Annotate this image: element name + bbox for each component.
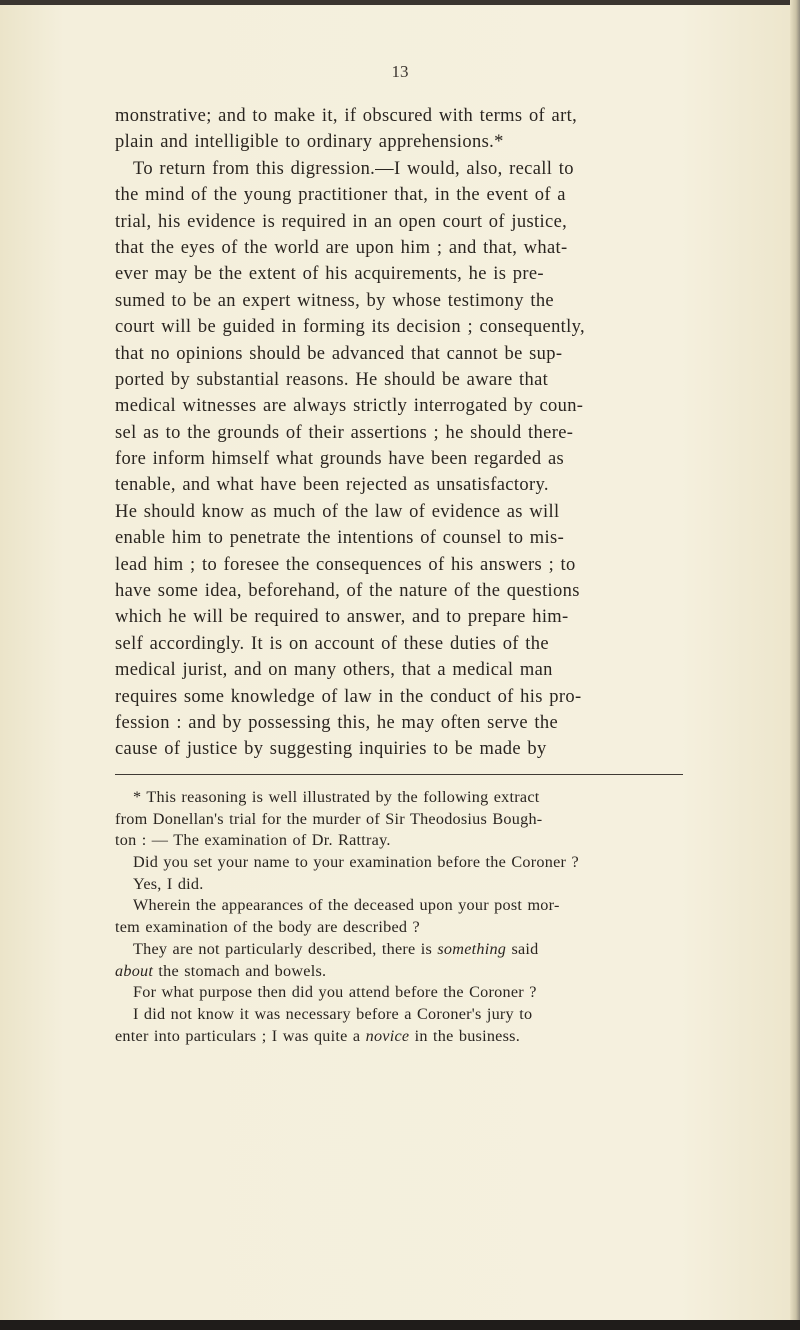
body-line: cause of justice by suggesting inquiries to be made by	[115, 739, 547, 760]
page-edge-right	[790, 0, 800, 1330]
body-line: sel as to the grounds of their assertions ; he should there-	[115, 422, 574, 443]
body-line: the mind of the young practitioner that, in the event of a	[115, 185, 566, 206]
body-line: lead him ; to foresee the consequences of his answers ; to	[115, 554, 576, 575]
footnote-text: the stomach and bowels.	[153, 961, 327, 980]
body-line: which he will be required to answer, and to prepare him-	[115, 607, 569, 628]
body-line: medical jurist, and on many others, that a medical man	[115, 660, 553, 681]
body-line: requires some knowledge of law in the conduct of his pro-	[115, 686, 582, 707]
footnote-divider	[115, 774, 683, 775]
footnote-line: Wherein the appearances of the deceased upon your post mor-	[133, 896, 560, 915]
body-line: fession : and by possessing this, he may often serve the	[115, 712, 559, 733]
body-line: have some idea, beforehand, of the nature of the questions	[115, 581, 580, 602]
footnote-text: enter into particulars ; I was quite a	[115, 1026, 366, 1045]
footnote-line: * This reasoning is well illustrated by the following extract	[133, 788, 540, 806]
footnote-line: ton : — The examination of Dr. Rattray.	[115, 831, 391, 850]
page-edge-top	[0, 0, 800, 5]
footnote-line: Yes, I did.	[133, 874, 204, 893]
footnote-text: in the business.	[409, 1026, 521, 1045]
body-line: ever may be the extent of his acquirements, he is pre-	[115, 264, 544, 285]
footnote-italic: novice	[365, 1026, 410, 1045]
footnote-line	[115, 939, 685, 961]
body-line: medical witnesses are always strictly interrogated by coun-	[115, 396, 584, 417]
body-line: enable him to penetrate the intentions of counsel to mis-	[115, 528, 565, 549]
footnote	[115, 787, 685, 1047]
footnote-italic: about	[115, 961, 154, 980]
body-line: trial, his evidence is required in an open court of justice,	[115, 211, 568, 232]
footnote-line: For what purpose then did you attend before the Coroner ?	[133, 983, 537, 1002]
footnote-line	[115, 1026, 685, 1048]
footnote-text: said	[506, 939, 539, 958]
body-line: ported by substantial reasons. He should be aware that	[115, 369, 549, 390]
body-line: plain and intelligible to ordinary apprehensions.*	[115, 132, 504, 153]
footnote-line: I did not know it was necessary before a Coroner's jury to	[133, 1004, 533, 1023]
body-line: self accordingly. It is on account of these duties of the	[115, 633, 549, 654]
footnote-text: They are not particularly described, there is	[133, 939, 438, 958]
body-line: fore inform himself what grounds have been regarded as	[115, 449, 565, 470]
body-line: that no opinions should be advanced that cannot be sup-	[115, 343, 563, 364]
body-line: court will be guided in forming its decision ; consequently,	[115, 317, 586, 338]
footnote-italic: something	[437, 939, 507, 958]
footnote-line: tem examination of the body are described ?	[115, 918, 420, 937]
page-edge-bottom	[0, 1320, 800, 1330]
page-number: 13	[391, 62, 409, 81]
body-line: that the eyes of the world are upon him ; and that, what-	[115, 237, 568, 258]
body-line: tenable, and what have been rejected as unsatisfactory.	[115, 475, 549, 496]
body-line: monstrative; and to make it, if obscured with terms of art,	[115, 106, 578, 126]
body-line: He should know as much of the law of evidence as will	[115, 501, 560, 522]
footnote-line: from Donellan's trial for the murder of Sir Theodosius Bough-	[115, 809, 543, 828]
footnote-line	[115, 961, 685, 983]
body-text	[115, 103, 683, 763]
body-line: sumed to be an expert witness, by whose testimony the	[115, 290, 554, 311]
body-line: To return from this digression.—I would, also, recall to	[133, 158, 574, 179]
footnote-line: Did you set your name to your examination before the Coroner ?	[133, 853, 579, 872]
